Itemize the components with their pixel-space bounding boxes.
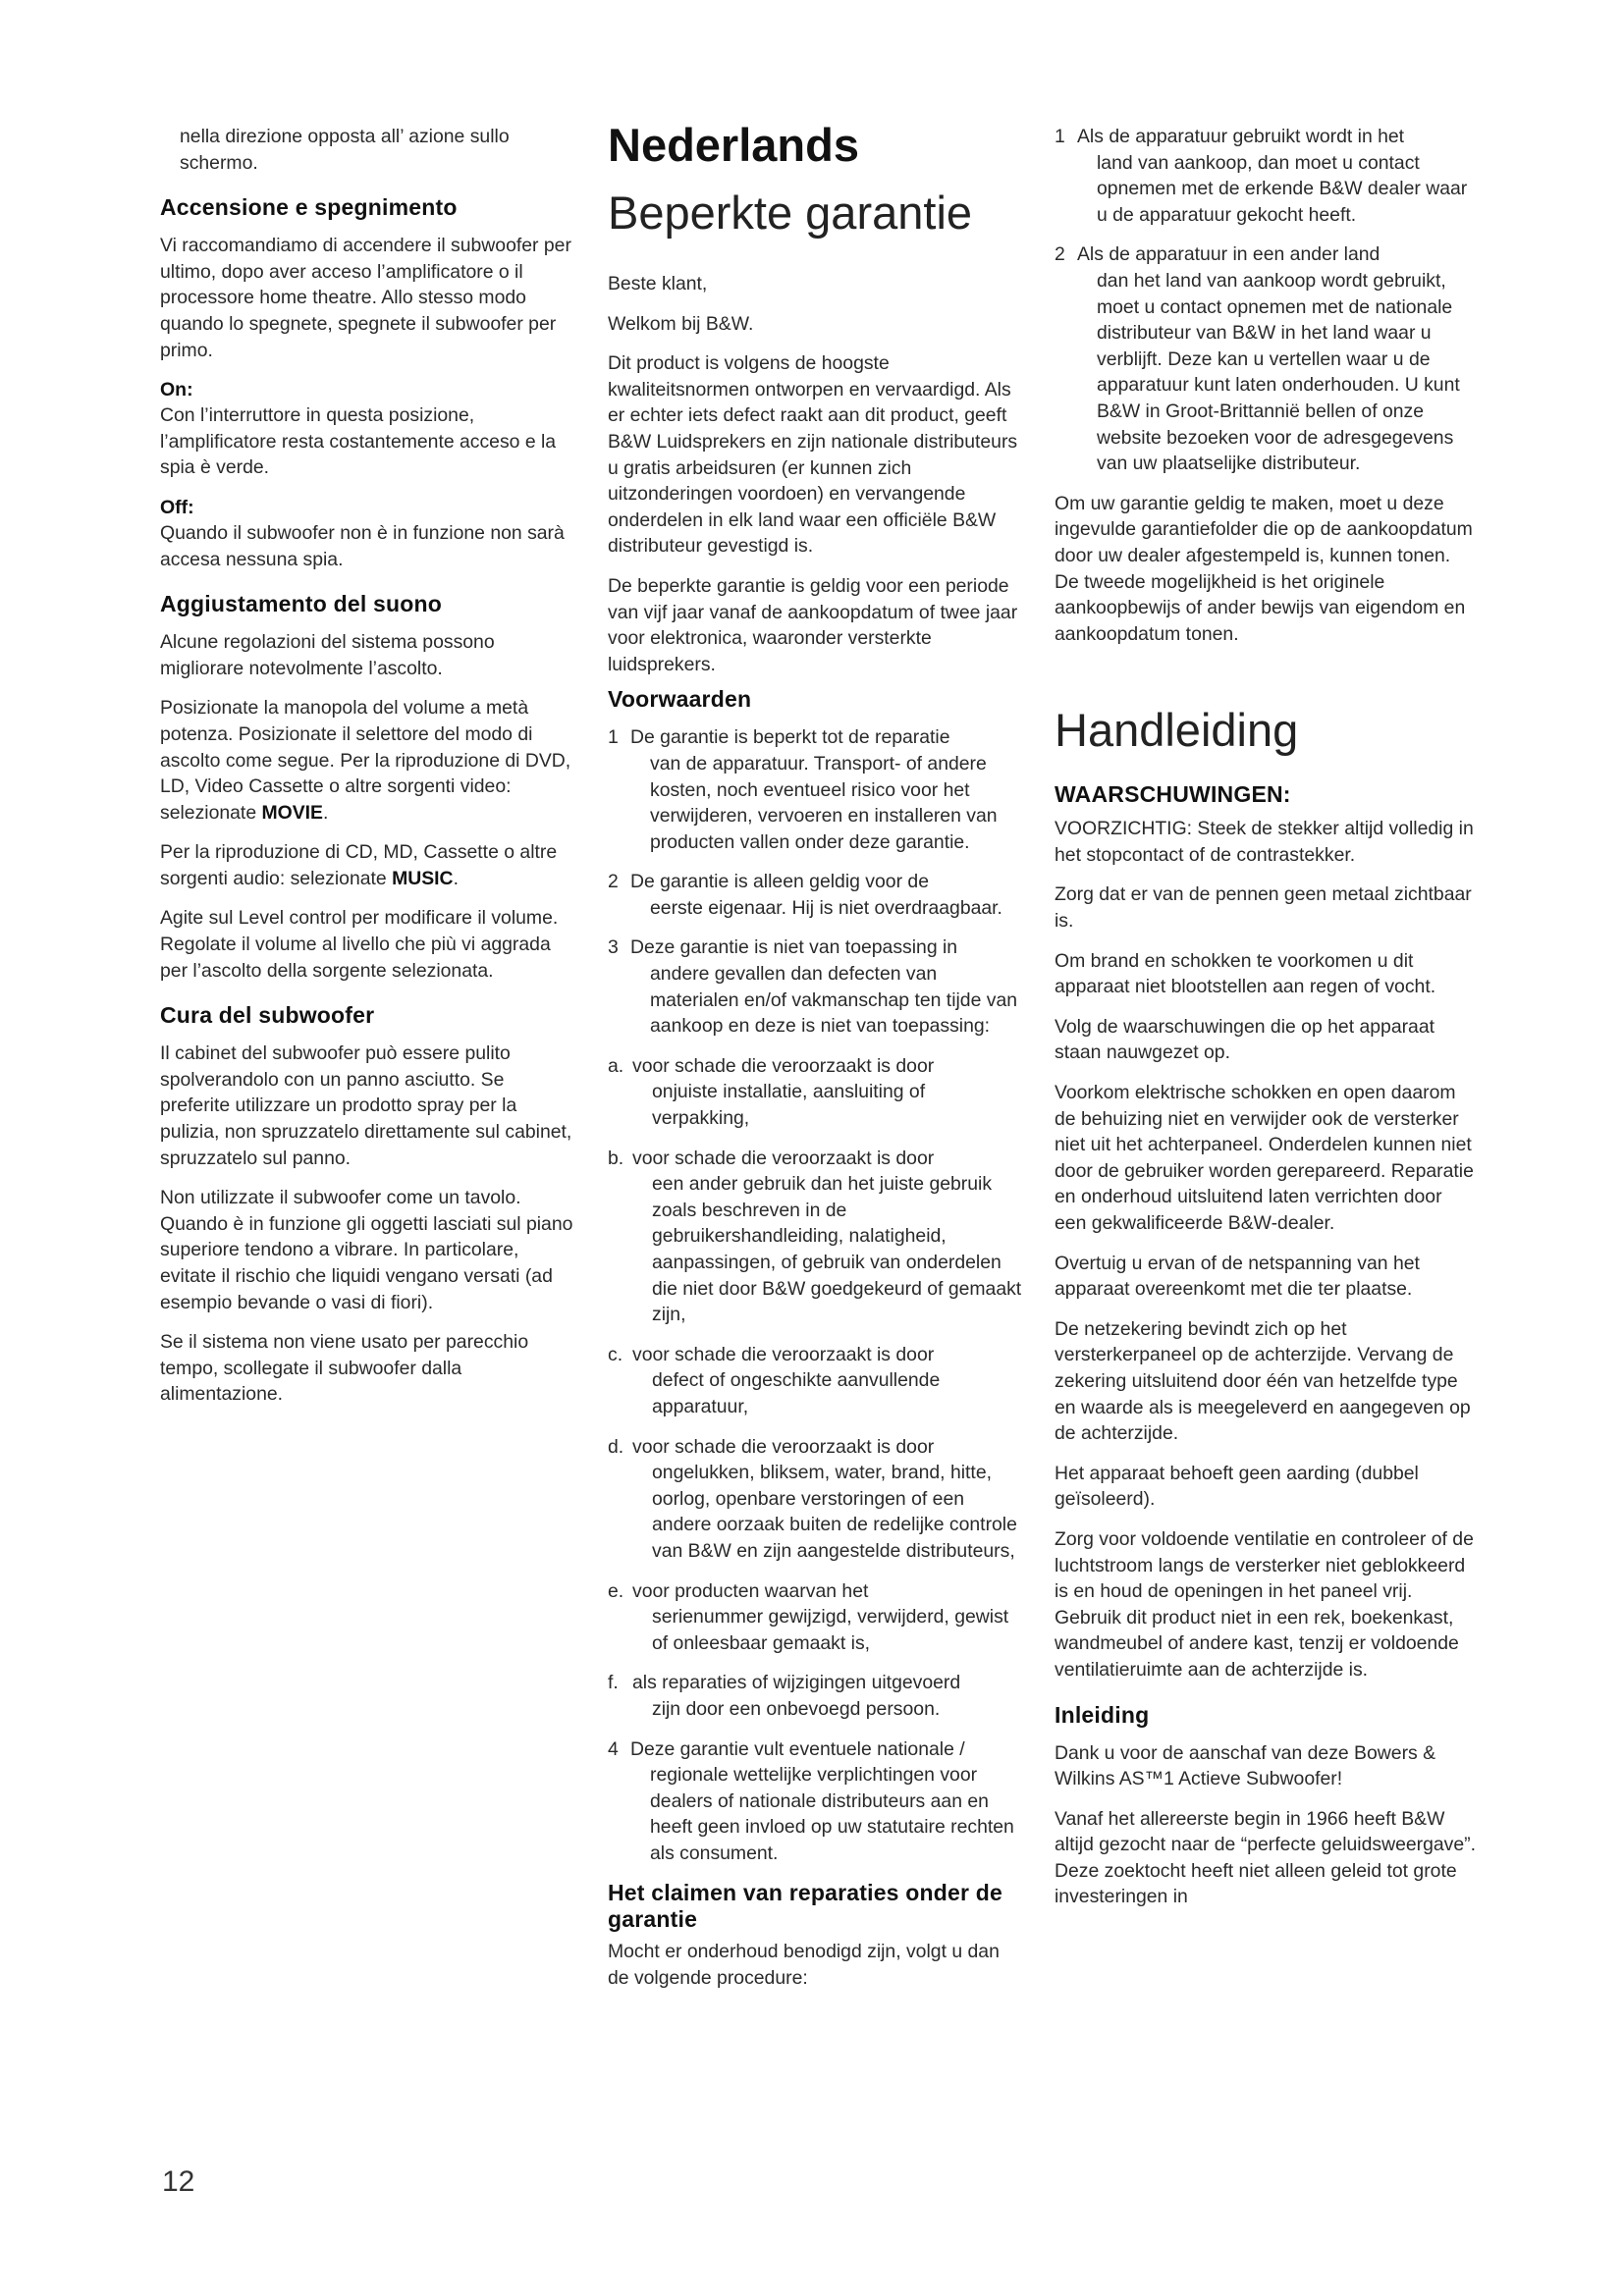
- warning-2: Zorg dat er van de pennen geen metaal zichtbaar is.: [1055, 883, 1472, 933]
- warning-4: Volg de waarschuwingen die op het apparaat staan nauwgezet op.: [1055, 1015, 1435, 1064]
- warning-8: Het apparaat behoeft geen aarding (dubbel geïsoleerd).: [1055, 1462, 1419, 1511]
- inleiding-p1: Dank u voor de aanschaf van deze Bowers & Wilkins AS™1 Actieve Subwoofer!: [1055, 1741, 1436, 1790]
- list-item: [608, 1342, 1024, 1420]
- list-item: [608, 1434, 1024, 1565]
- language-title: Nederlands: [608, 119, 859, 171]
- warranty-period: De beperkte garantie is geldig voor een periode van vijf jaar vanaf de aankoopdatum of twee jaar voor elektronica, waaronder versterkte luidsprekers.: [608, 574, 1018, 675]
- warning-3: Om brand en schokken te voorkomen u dit apparaat niet blootstellen aan regen of vocht.: [1055, 949, 1436, 998]
- column-italian: [160, 124, 577, 1421]
- welcome: Welkom bij B&W.: [608, 312, 754, 335]
- inleiding-p2: Vanaf het allereerste begin in 1966 heeft B&W altijd gezocht naar de “perfecte geluidsweergave”. Deze zoektocht heeft niet alleen geleid tot grote investeringen in: [1055, 1807, 1476, 1908]
- list-item: [608, 724, 1024, 855]
- list-item-text: De garantie is beperkt tot de reparatie van de apparatuur. Transport- of andere kosten, noch eventueel risico voor het verwijderen, vervoeren en installeren van producten vallen onder deze garantie.: [630, 726, 998, 853]
- list-item: [608, 1578, 1024, 1657]
- list-item-text: voor schade die veroorzaakt is door ongelukken, bliksem, water, brand, hitte, oorlog, openbare verstoringen of een andere oorzaak buiten de redelijke controle van B&W en zijn aangestelde distributeurs,: [632, 1435, 1017, 1562]
- heading-accensione: Accensione e spegnimento: [160, 194, 458, 221]
- accensione-text: Vi raccomandiamo di accendere il subwoofer per ultimo, dopo aver acceso l’amplificatore o il processore home theatre. Allo stesso modo quando lo spegnete, spegnete il subwoofer per primo.: [160, 235, 571, 361]
- claim-steps-list: [1055, 124, 1477, 477]
- list-item-text: Deze garantie vult eventuele nationale / regionale wettelijke verplichtingen voor dealers of nationale distributeurs aan en heeft geen invloed op uw statutaire rechten als consument.: [630, 1737, 1014, 1864]
- list-marker: 1: [1055, 126, 1065, 147]
- aggiustamento-p3: Per la riproduzione di CD, MD, Cassette o altre sorgenti audio: selezionate MUSIC.: [160, 841, 558, 889]
- off-text: Quando il subwoofer non è in funzione non sarà accesa nessuna spia.: [160, 521, 565, 570]
- list-marker: c.: [608, 1343, 623, 1365]
- warning-6: Overtuig u ervan of de netspanning van het apparaat overeenkomt met die ter plaatse.: [1055, 1252, 1420, 1301]
- column-handleiding: [1055, 124, 1477, 1924]
- salutation: Beste klant,: [608, 273, 708, 294]
- section-title-warranty: Beperkte garantie: [608, 187, 973, 239]
- claim-text: Mocht er onderhoud benodigd zijn, volgt u dan de volgende procedure:: [608, 1941, 1000, 1990]
- on-label: On:: [160, 379, 193, 401]
- list-item-text: Als de apparatuur in een ander land dan het land van aankoop wordt gebruikt, moet u contact opnemen met de nationale distributeur van B&W in het land waar u verblijft. Deze kan u vertellen waar u de apparatuur kunt laten onderhouden. U kunt B&W in Groot-Brittannië bellen of onze website bezoeken voor de adresgegevens van uw plaatselijke distributeur.: [1077, 243, 1460, 475]
- section-title-handleiding: Handleiding: [1055, 704, 1299, 757]
- music-keyword: MUSIC: [392, 867, 454, 889]
- aggiustamento-p1: Alcune regolazioni del sistema possono migliorare notevolmente l’ascolto.: [160, 631, 495, 679]
- warning-1: VOORZICHTIG: Steek de stekker altijd volledig in het stopcontact of de contrastekker.: [1055, 818, 1474, 866]
- list-item-text: Deze garantie is niet van toepassing in andere gevallen dan defecten van materialen en/of vakmanschap ten tijde van aankoop en deze is niet van toepassing:: [630, 936, 1018, 1038]
- cura-p3: Se il sistema non viene usato per parecchio tempo, scollegate il subwoofer dalla alimentazione.: [160, 1331, 529, 1406]
- warranty-intro: Dit product is volgens de hoogste kwaliteitsnormen ontworpen en vervaardigd. Als er echter iets defect raakt aan dit product, geeft B&W Luidsprekers en zijn nationale distributeurs u gratis arbeidsuren (er kunnen zich uitzonderingen voordoen) en vervangende onderdelen in elk land waar een officiële B&W distributeur gevestigd is.: [608, 352, 1018, 558]
- heading-cura: Cura del subwoofer: [160, 1002, 375, 1029]
- aggiustamento-p2: Posizionate la manopola del volume a metà potenza. Posizionate il selettore del modo di ascolto come segue. Per la riproduzione di DVD, LD, Video Cassette o altre sorgenti video: selezionate MOVIE.: [160, 697, 571, 824]
- warning-9: Zorg voor voldoende ventilatie en controleer of de luchtstroom langs de versterker niet geblokkeerd is en houd de openingen in het paneel vrij. Gebruik dit product niet in een rek, boekenkast, wandmeubel of andere kast, tenzij er voldoende ventilatieruimte aan de achterzijde is.: [1055, 1527, 1474, 1681]
- list-marker: e.: [608, 1579, 624, 1602]
- heading-inleiding: Inleiding: [1055, 1701, 1150, 1728]
- heading-warnings: WAARSCHUWINGEN:: [1055, 781, 1291, 808]
- list-item: [608, 1146, 1024, 1328]
- list-item-text: voor schade die veroorzaakt is door onjuiste installatie, aansluiting of verpakking,: [632, 1054, 935, 1130]
- list-marker: b.: [608, 1147, 624, 1169]
- list-item: [608, 1736, 1024, 1867]
- list-item-text: voor schade die veroorzaakt is door defect of ongeschikte aanvullende apparatuur,: [632, 1343, 941, 1417]
- list-marker: 4: [608, 1737, 619, 1760]
- list-item: [608, 1670, 1024, 1722]
- list-item-text: voor schade die veroorzaakt is door een ander gebruik dan het juiste gebruik zoals beschreven in de gebruikershandleiding, nalatigheid, aanpassingen, of gebruik van onderdelen die niet door B&W goedgekeurd of gemaakt zijn,: [632, 1147, 1022, 1326]
- list-item-text: Als de apparatuur gebruikt wordt in het land van aankoop, dan moet u contact opnemen met de erkende B&W dealer waar u de apparatuur gekocht heeft.: [1077, 126, 1468, 226]
- page-number: 12: [162, 2165, 195, 2198]
- movie-keyword: MOVIE: [261, 801, 323, 824]
- cura-p2: Non utilizzate il subwoofer come un tavolo. Quando è in funzione gli oggetti lasciati sul piano superiore tendono a vibrare. In particolare, evitate il rischio che liquidi vengano versati (ad esempio bevande o vasi di fiori).: [160, 1187, 573, 1313]
- list-item: [1055, 241, 1477, 476]
- list-item: [608, 869, 1024, 921]
- list-marker: 2: [1055, 243, 1065, 266]
- heading-aggiustamento: Aggiustamento del suono: [160, 591, 442, 617]
- list-item: [1055, 124, 1477, 228]
- list-item-text: De garantie is alleen geldig voor de eerste eigenaar. Hij is niet overdraagbaar.: [630, 871, 1002, 919]
- cura-p1: Il cabinet del subwoofer può essere pulito spolverandolo con un panno asciutto. Se preferite utilizzare un prodotto spray per la pulizia, non spruzzatelo direttamente sul cabinet, spruzzatelo sul panno.: [160, 1042, 572, 1169]
- warranty-validity: Om uw garantie geldig te maken, moet u deze ingevulde garantiefolder die op de aankoopdatum door uw dealer afgestempeld is, kunnen tonen. De tweede mogelijkheid is het originele aankoopbewijs of ander bewijs van eigendom en aankoopdatum tonen.: [1055, 492, 1473, 645]
- warning-7: De netzekering bevindt zich op het versterkerpaneel op de achterzijde. Vervang de zekering uitsluitend door één van hetzelfde type en waarde als is meegeleverd en aangegeven op de achterzijde.: [1055, 1317, 1471, 1445]
- list-marker: f.: [608, 1672, 619, 1694]
- warning-5: Voorkom elektrische schokken en open daarom de behuizing niet en verwijder ook de versterker niet uit het achterpaneel. Onderdelen kunnen niet door de gebruiker worden gerepareerd. Reparatie en onderhoud uitsluitend laten verrichten door een gekwalificeerde B&W-dealer.: [1055, 1082, 1474, 1234]
- list-marker: 3: [608, 936, 619, 959]
- list-marker: 1: [608, 726, 619, 749]
- list-item-text: voor producten waarvan het serienummer gewijzigd, verwijderd, gewist of onleesbaar gemaakt is,: [632, 1579, 1009, 1654]
- heading-voorwaarden: Voorwaarden: [608, 686, 752, 713]
- on-text: Con l’interruttore in questa posizione, l’amplificatore resta costantemente acceso e la spia è verde.: [160, 404, 557, 479]
- exclusions-list: [608, 1053, 1024, 1723]
- column-warranty: [608, 118, 1024, 2005]
- list-marker: a.: [608, 1054, 624, 1077]
- aggiustamento-p4: Agite sul Level control per modificare il volume. Regolate il volume al livello che più vi aggrada per l’ascolto della sorgente selezionata.: [160, 907, 559, 982]
- off-label: Off:: [160, 496, 194, 518]
- list-item-text: als reparaties of wijzigingen uitgevoerd zijn door een onbevoegd persoon.: [632, 1672, 961, 1720]
- heading-claim: Het claimen van reparaties onder de garantie: [608, 1880, 1002, 1933]
- conditions-list: [608, 724, 1024, 1040]
- list-marker: d.: [608, 1435, 624, 1458]
- intro-continuation: nella direzione opposta all’ azione sullo schermo.: [180, 126, 510, 174]
- conditions-list-continued: [608, 1736, 1024, 1867]
- list-item: [608, 934, 1024, 1039]
- list-marker: 2: [608, 871, 619, 893]
- list-item: [608, 1053, 1024, 1132]
